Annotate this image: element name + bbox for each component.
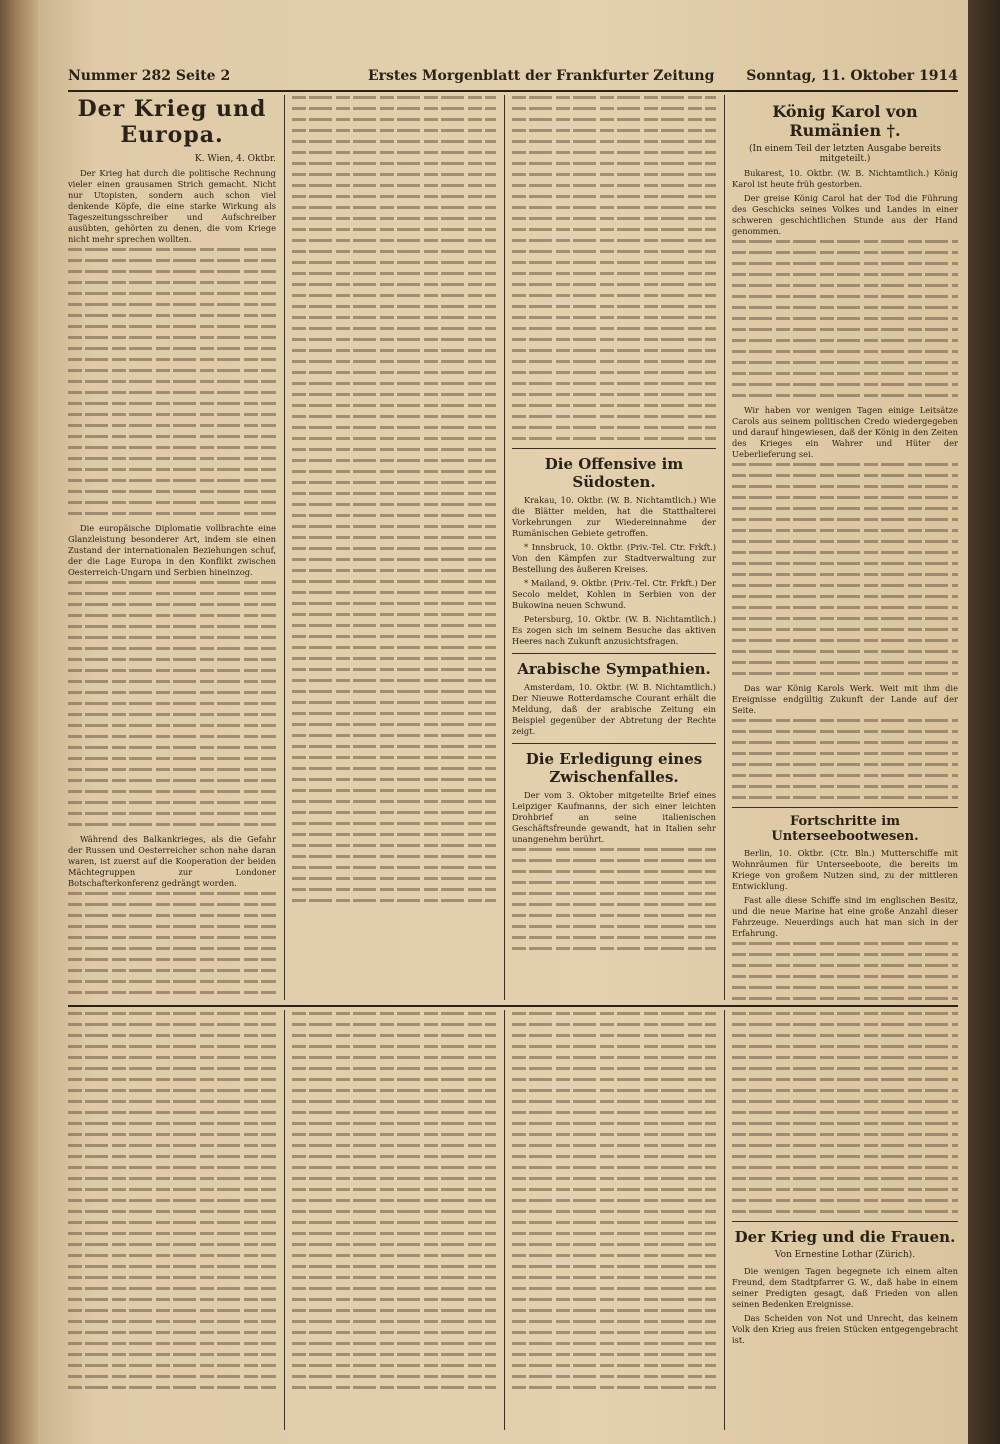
paragraph: * Innsbruck, 10. Oktbr. (Priv.-Tel. Ctr. Frkft.) Von den Kämpfen zur Stadtverwaltung zur Bestellung des äußeren Kreises. xyxy=(512,542,716,574)
column-divider xyxy=(724,1010,725,1430)
feuilleton-column-3 xyxy=(512,1012,716,1432)
paragraph: Die europäische Diplomatie vollbrachte eine Glanzleistung besonderer Art, indem sie einen Zustand der internationalen Beziehungen schuf, der die Lage Europa in den Konflikt zwischen Oesterreich-Ungarn und Serbien hineinzog. xyxy=(68,523,276,577)
article-separator xyxy=(512,653,716,654)
headline-krieg-europa: Der Krieg und Europa. xyxy=(77,96,267,148)
body-text-block xyxy=(68,581,276,826)
body-text-block xyxy=(512,96,716,440)
newspaper-title: Erstes Morgenblatt der Frankfurter Zeitung xyxy=(368,68,715,84)
body-text-block xyxy=(732,719,958,799)
feuilleton-column-2 xyxy=(292,1012,496,1432)
body-text-block xyxy=(732,1012,958,1213)
feuilleton-column-4 xyxy=(732,1012,958,1432)
paragraph: Während des Balkankrieges, als die Gefahr der Russen und Oesterreicher schon nahe daran waren, ist zuerst auf die Kooperation der beiden Mächtegruppen zur Londoner Botschafterkonferenz gedrängt worden. xyxy=(68,834,276,888)
headline-offensive: Die Offensive im Südosten. xyxy=(544,455,684,491)
body-text-block xyxy=(732,463,958,675)
paragraph: Wir haben vor wenigen Tagen einige Leitsätze Carols aus seinem politischen Credo wiedergegeben und darauf hingewiesen, daß der König in den Zeiten des Krieges ein Wahrer und Hüter der Ueberlieferung sei. xyxy=(732,405,958,459)
paragraph: Amsterdam, 10. Oktbr. (W. B. Nichtamtlich.) Der Nieuwe Rotterdamsche Courant erhält die Meldung, daß der arabische Zeitung ein Beispiel gegenüber der Abtretung der Rechte zeigt. xyxy=(512,682,716,736)
paragraph: Die wenigen Tagen begegnete ich einem alten Freund, dem Stadtpfarrer G. W., daß habe in einem seiner Predigten gesagt, daß Frieden von allen seinen Bedenken Ereignisse. xyxy=(732,1266,958,1309)
body-text-block xyxy=(68,1012,276,1389)
body-text-block xyxy=(732,942,958,1001)
issue-date: Sonntag, 11. Oktober 1914 xyxy=(746,68,958,84)
newspaper-page xyxy=(38,0,968,1444)
body-text-block xyxy=(512,1012,716,1389)
paragraph: Berlin, 10. Oktbr. (Ctr. Bln.) Mutterschiffe mit Wohnräumen für Unterseeboote, die bereits im Kriege von großem Nutzen sind, zu der mittleren Entwicklung. xyxy=(732,848,958,891)
column-divider xyxy=(284,95,285,1000)
paragraph: Fast alle diese Schiffe sind im englischen Besitz, und die neue Marine hat eine große Anzahl dieser Fahrzeuge. Neuerdings auch hat man sich in der Erfahrung. xyxy=(732,895,958,938)
headline-koenig-karol: König Karol von Rumänien †. xyxy=(772,102,918,140)
feuilleton-column-1 xyxy=(68,1012,276,1432)
article-separator xyxy=(512,743,716,744)
body-text-block xyxy=(292,1012,496,1389)
headline-erledigung: Die Erledigung eines Zwischenfalles. xyxy=(525,750,703,786)
paragraph: Das war König Karols Werk. Weit mit ihm die Ereignisse endgültig Zukunft der Lande auf der Seite. xyxy=(732,683,958,715)
masthead-rule xyxy=(68,90,958,92)
column-divider xyxy=(724,95,725,1000)
headline-arabische: Arabische Sympathien. xyxy=(517,660,711,678)
masthead xyxy=(68,68,958,90)
byline: Von Ernestine Lothar (Zürich). xyxy=(774,1250,916,1260)
column-3 xyxy=(512,96,716,1001)
column-4 xyxy=(732,96,958,1001)
fold-rule xyxy=(68,1005,958,1007)
body-text-block xyxy=(292,96,496,902)
page-edge xyxy=(968,0,1000,1444)
paragraph: Der greise König Carol hat der Tod die Führung des Geschicks seines Volkes und Landes in einer schweren geschichtlichen Stunde aus der Hand genommen. xyxy=(732,193,958,236)
paragraph: Das Scheiden von Not und Unrecht, das keinem Volk den Krieg aus freien Stücken entgegengebracht ist. xyxy=(732,1313,958,1345)
body-text-block xyxy=(732,240,958,397)
paragraph: Der vom 3. Oktober mitgeteilte Brief eines Leipziger Kaufmanns, der sich einer leichten Drohbrief an seine italienischen Geschäftsfreunde gewandt, hat in Italien sehr unangenehm berührt. xyxy=(512,790,716,844)
body-text-block xyxy=(68,892,276,1001)
article-separator xyxy=(732,807,958,808)
paragraph: * Mailand, 9. Oktbr. (Priv.-Tel. Ctr. Frkft.) Der Secolo meldet, Kohlen in Serbien von der Bukowina neuen Schwund. xyxy=(512,578,716,610)
article-separator xyxy=(732,1221,958,1222)
column-divider xyxy=(284,1010,285,1430)
column-divider xyxy=(504,95,505,1000)
issue-number: Nummer 282 Seite 2 xyxy=(68,68,231,84)
body-text-block xyxy=(68,248,276,515)
body-text-block xyxy=(512,848,716,950)
headline-frauen: Der Krieg und die Frauen. xyxy=(734,1228,956,1246)
headline-unterseeboot: Fortschritte im Unterseebootwesen. xyxy=(771,814,919,844)
dateline: K. Wien, 4. Oktbr. xyxy=(194,154,276,164)
paragraph: Bukarest, 10. Oktbr. (W. B. Nichtamtlich.) König Karol ist heute früh gestorben. xyxy=(732,168,958,189)
column-1 xyxy=(68,96,276,1001)
subheading: (In einem Teil der letzten Ausgabe bereits mitgeteilt.) xyxy=(749,144,941,164)
paragraph: Der Krieg hat durch die politische Rechnung vieler einen grausamen Strich gemacht. Nicht nur Utopisten, sondern auch schon viel denkende Köpfe, die eine starke Wirkung als Tageszeitungsschreiber und Aufschreiber ausübten, gehörten zu denen, die vom Kriege nicht mehr sprechen wollten. xyxy=(68,168,276,244)
column-divider xyxy=(504,1010,505,1430)
column-2 xyxy=(292,96,496,1001)
book-spine xyxy=(0,0,38,1444)
article-separator xyxy=(512,448,716,449)
paragraph: Petersburg, 10. Oktbr. (W. B. Nichtamtlich.) Es zogen sich im seinem Besuche das aktiven Heeres nach Zukunft anzusichtsfragen. xyxy=(512,614,716,646)
paragraph: Krakau, 10. Oktbr. (W. B. Nichtamtlich.) Wie die Blätter melden, hat die Statthalterei Vorkehrungen zur Wiedereinnahme der Rumänischen Gebiete getroffen. xyxy=(512,495,716,538)
